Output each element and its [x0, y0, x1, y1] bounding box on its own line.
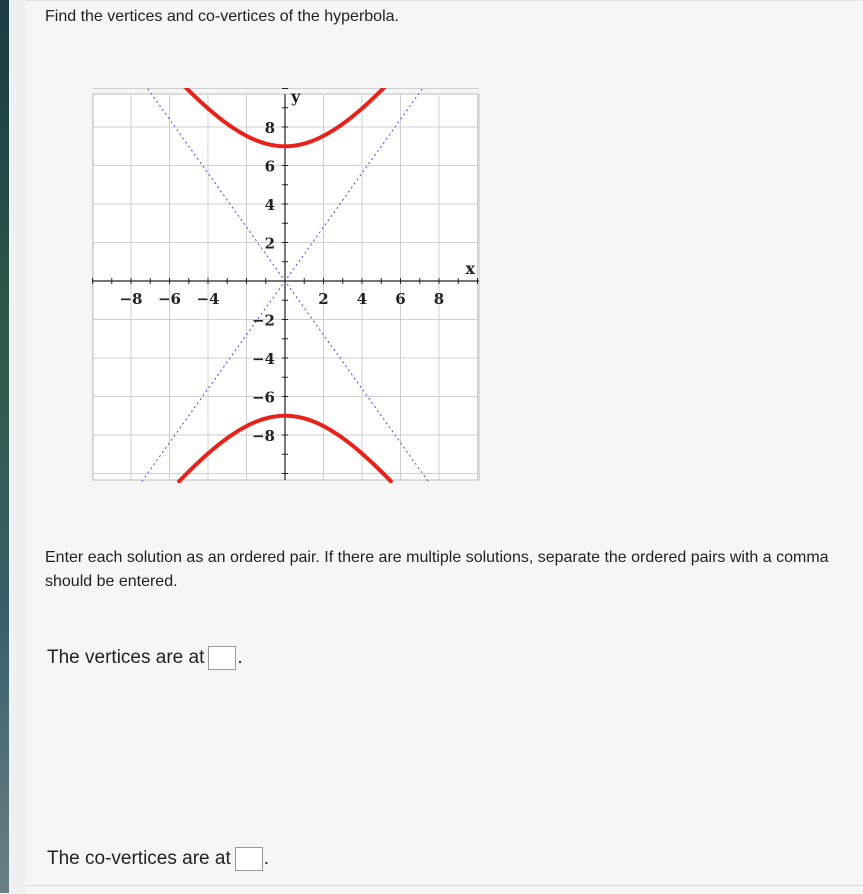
y-tick-label: 2: [264, 234, 275, 253]
vertices-input[interactable]: [208, 646, 236, 670]
y-tick-label: 8: [264, 119, 275, 137]
x-tick-label: 2: [318, 290, 329, 308]
x-tick-label: −4: [196, 290, 220, 308]
x-tick-label: 6: [395, 290, 406, 308]
graph-svg: [92, 88, 482, 483]
y-axis-label: y: [291, 88, 301, 106]
x-axis-label: x: [465, 259, 475, 278]
y-tick-label: −4: [251, 350, 275, 368]
x-tick-label: −6: [157, 290, 182, 308]
graph-frame: [93, 94, 479, 480]
y-tick-label: −8: [251, 427, 275, 445]
covertices-period: .: [263, 848, 270, 869]
covertices-label: The co-vertices are at: [47, 848, 231, 869]
covertices-input[interactable]: [235, 847, 263, 871]
instructions: [45, 546, 863, 594]
vertices-period: .: [237, 647, 243, 668]
y-tick-label: 4: [264, 196, 275, 214]
background-strip: [0, 0, 26, 893]
y-tick-label: −2: [251, 311, 275, 330]
x-tick-label: 4: [356, 290, 368, 308]
bottom-divider: [26, 885, 863, 886]
y-tick-label: −6: [251, 388, 275, 407]
instructions-line-2: should be entered.: [45, 573, 178, 590]
x-tick-label: 8: [433, 290, 445, 308]
y-tick-label: 6: [264, 157, 275, 176]
question-text: Find the vertices and co-vertices of the hyperbola.: [45, 8, 399, 25]
hyperbola-graph: [92, 88, 482, 483]
covertices-row: [47, 847, 269, 871]
x-tick-label: −8: [119, 290, 143, 308]
vertices-row: [47, 646, 243, 670]
instructions-line-1: Enter each solution as an ordered pair. If there are multiple solutions, separate the ordered pairs with a comma: [45, 549, 829, 566]
vertices-label: The vertices are at: [47, 647, 205, 668]
